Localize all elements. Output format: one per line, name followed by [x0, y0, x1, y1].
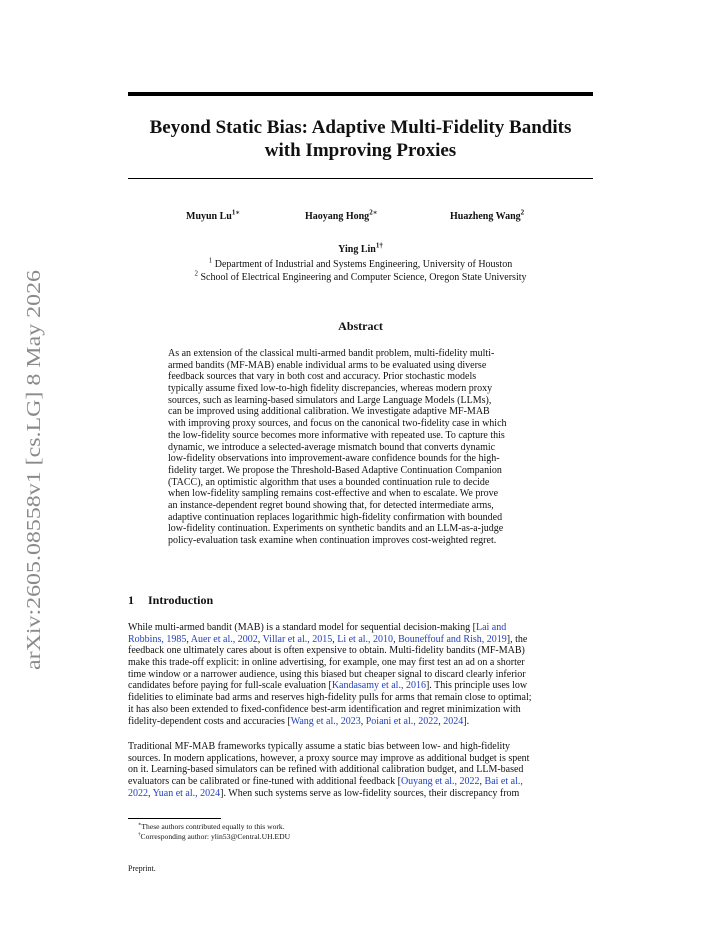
footnote-equal-contribution	[138, 822, 285, 831]
affiliation-mark: 1	[208, 256, 213, 265]
affiliation-mark: 2	[194, 269, 198, 278]
paragraph-text: Traditional MF-MAB frameworks typically assume a static bias between low- and high-fidelity	[128, 741, 511, 752]
citation-link[interactable]: Bai et al.,	[484, 776, 523, 788]
paragraph-line	[128, 645, 593, 657]
abstract-line: typically assume fixed low-to-high fidelity discrepancies, whereas modern proxy	[168, 383, 493, 395]
paragraph-line	[128, 657, 593, 669]
title-bottom-rule	[128, 178, 593, 179]
abstract-line: (TACC), an optimistic algorithm that uses a bounded continuation rule to decide	[168, 476, 490, 488]
citation-link[interactable]: Poiani et al., 2022	[365, 715, 439, 727]
abstract-line: an instance-dependent regret bound showing that, for detected intermediate arms,	[168, 499, 494, 511]
abstract-line: low-fidelity observations into improvement-aware confidence bounds for the high-	[168, 453, 500, 465]
footnote-mark: ∗	[138, 822, 142, 828]
citation-link[interactable]: 2022	[128, 787, 148, 799]
affiliation-text: School of Electrical Engineering and Computer Science, Oregon State University	[200, 272, 527, 283]
citation-link[interactable]: Villar et al., 2015	[262, 633, 333, 645]
intro-paragraph-1	[128, 622, 593, 727]
author-affiliation-mark: 1∗	[231, 208, 241, 217]
footnote-corresponding-author	[138, 832, 290, 841]
paragraph-line	[128, 776, 593, 788]
author-affiliation-mark: 2∗	[369, 208, 378, 217]
title-top-rule	[128, 92, 593, 96]
paragraph-text: evaluators can be calibrated or fine-tuned with additional feedback [	[128, 776, 401, 788]
paragraph-text: ], the	[506, 633, 528, 645]
paragraph-text: While multi-armed bandit (MAB) is a standard model for sequential decision-making [	[128, 622, 476, 633]
paragraph-text: ,	[257, 633, 263, 645]
abstract-line: dynamic, we introduce a selected-average mismatch bound that converts dynamic	[168, 441, 496, 453]
author-ying-lin	[128, 241, 593, 255]
abstract-line: when low-fidelity sampling remains cost-effective and when to escalate. We prove	[168, 488, 499, 500]
paragraph-text: fidelity-dependent costs and accuracies [	[128, 715, 291, 727]
paragraph-text: ,	[186, 633, 191, 645]
section-number: 1	[128, 593, 134, 607]
abstract-line: can be improved using additional calibration. We investigate adaptive MF-MAB	[168, 406, 490, 418]
author-affiliation-mark: 2	[520, 208, 525, 217]
affiliation-2	[128, 269, 593, 284]
paragraph-line	[128, 741, 593, 753]
section-heading-introduction	[128, 593, 213, 608]
paragraph-text: ]. When such systems serve as low-fidelity sources, their discrepancy from	[220, 787, 520, 799]
abstract-line: the low-fidelity source becomes more informative with repeated use. To capture this	[168, 429, 505, 441]
abstract-line: As an extension of the classical multi-armed bandit problem, multi-fidelity multi-	[168, 348, 495, 359]
paragraph-text: make this trade-off explicit: in online advertising, for example, one may first test an ad on a shorter	[128, 657, 525, 669]
paragraph-text: ,	[438, 715, 444, 727]
abstract-line: adaptive continuation replaces logarithmic high-fidelity confirmation with bounded	[168, 511, 503, 523]
footnote-mark: †	[138, 832, 141, 838]
author-muyun-lu	[186, 208, 241, 222]
author-name: Haoyang Hong	[305, 211, 370, 222]
paragraph-line	[128, 669, 593, 681]
paragraph-text: on it. Learning-based simulators can be refined with additional calibration budget, and LLM-based	[128, 764, 524, 776]
paragraph-line	[128, 716, 593, 728]
author-haoyang-hong	[305, 208, 378, 222]
paragraph-text: time window or a narrower audience, using this biased but cheaper signal to discard clearly inferior	[128, 668, 526, 680]
citation-link[interactable]: Li et al., 2010	[337, 633, 394, 645]
paragraph-line	[128, 764, 593, 776]
paper-title	[128, 116, 593, 162]
arxiv-stamp	[10, 260, 52, 680]
paragraph-text: ,	[479, 776, 485, 788]
section-title: Introduction	[148, 593, 214, 607]
paragraph-text: ,	[332, 633, 338, 645]
paper-title-line-1: Beyond Static Bias: Adaptive Multi-Fidelity Bandits	[149, 117, 572, 138]
abstract-heading: Abstract	[338, 319, 383, 333]
arxiv-stamp-text: arXiv:2605.08558v1 [cs.LG] 8 May 2026	[23, 335, 45, 670]
paragraph-text: candidates before paying for full-scale evaluation [	[128, 680, 332, 692]
author-name: Muyun Lu	[186, 211, 232, 222]
paragraph-text: feedback one ultimately cares about is often expensive to obtain. Multi-fidelity bandits (MF-MAB)	[128, 645, 525, 657]
paragraph-line	[128, 788, 593, 800]
abstract-line: policy-evaluation task examine when continuation improves cost-weighted regret.	[168, 535, 497, 546]
paragraph-text: ,	[393, 633, 399, 645]
paragraph-text: ,	[360, 715, 366, 727]
abstract-line: low-fidelity continuation. Experiments on synthetic bandits and an LLM-as-a-judge	[168, 523, 504, 535]
citation-link[interactable]: Auer et al., 2002	[190, 633, 258, 645]
paragraph-text: fidelities to eliminate bad arms and reserves high-fidelity pulls for arms that remain close to optimal;	[128, 692, 532, 704]
footnote-text: Corresponding author: ylin53@Central.UH.EDU	[140, 832, 291, 841]
paragraph-text: ].	[463, 715, 470, 727]
author-huazheng-wang	[450, 208, 525, 222]
affiliation-text: Department of Industrial and Systems Engineering, University of Houston	[214, 259, 513, 270]
author-affiliation-mark: 1†	[375, 241, 383, 250]
paragraph-line	[128, 680, 593, 692]
paragraph-text: ]. This principle uses low	[425, 680, 528, 692]
abstract-line: fidelity target. We propose the Threshold-Based Adaptive Continuation Companion	[168, 464, 502, 476]
citation-link[interactable]: Wang et al., 2023	[290, 715, 361, 727]
citation-link[interactable]: Yuan et al., 2024	[152, 787, 221, 799]
paragraph-line	[128, 753, 593, 765]
paragraph-text: it has also been extended to fixed-confidence best-arm identification and regret minimization with	[128, 703, 521, 715]
citation-link[interactable]: Ouyang et al., 2022	[400, 776, 480, 788]
citation-link[interactable]: 2024	[443, 715, 464, 727]
paragraph-line	[128, 704, 593, 716]
author-name: Huazheng Wang	[450, 211, 521, 222]
abstract-body	[168, 348, 552, 547]
intro-paragraph-2	[128, 741, 593, 799]
citation-link[interactable]: Lai and	[475, 622, 507, 633]
citation-link[interactable]: Kandasamy et al., 2016	[331, 680, 426, 692]
paragraph-line	[128, 622, 593, 634]
paragraph-line	[128, 634, 593, 646]
abstract-line: armed bandits (MF-MAB) enable individual arms to be evaluated using diverse	[168, 359, 487, 371]
paper-title-line-2: with Improving Proxies	[264, 140, 457, 161]
paragraph-text: sources. In modern applications, however, a proxy source may improve as additional budget is spent	[128, 752, 530, 764]
paragraph-line	[128, 692, 593, 704]
preprint-label: Preprint.	[128, 864, 156, 873]
abstract-line: feedback sources that vary in both cost and accuracy. Prior stochastic models	[168, 371, 477, 383]
abstract-line: with improving proxy sources, and focus on the canonical two-fidelity case in which	[168, 418, 507, 430]
author-name: Ying Lin	[338, 244, 376, 255]
paragraph-text: ,	[148, 787, 153, 799]
abstract-line: sources, such as learning-based simulators and Large Language Models (LLMs),	[168, 394, 492, 406]
footnote-text: These authors contributed equally to this work.	[141, 822, 285, 831]
footnote-rule	[128, 818, 221, 819]
citation-link[interactable]: Bouneffouf and Rish, 2019	[398, 633, 507, 645]
citation-link[interactable]: Robbins, 1985	[128, 633, 187, 645]
